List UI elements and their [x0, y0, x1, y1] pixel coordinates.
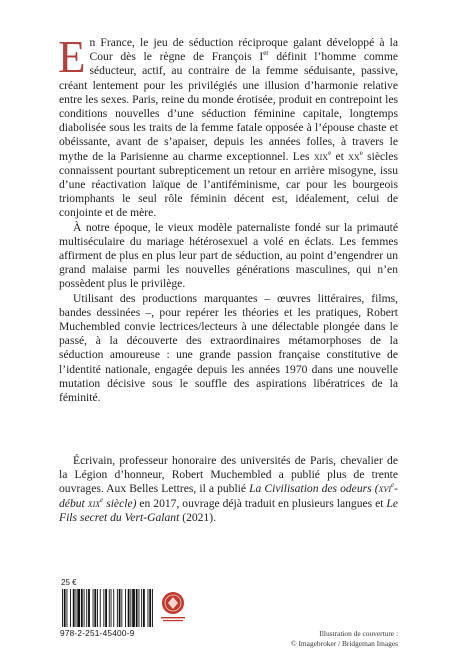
book-title-2: Le Fils secret du Vert-Galant — [59, 496, 399, 524]
credit-line-1: Illustration de couverture : — [319, 629, 398, 638]
author-bio — [59, 454, 398, 525]
price-label: 25 € — [61, 578, 77, 587]
drop-cap: E — [58, 32, 86, 82]
blurb-text — [58, 32, 398, 405]
credit-line-2: © Imagebroker / Bridgeman Images — [291, 638, 398, 648]
blurb-paragraph-1: En France, le jeu de séduction réciproque galant développé à la Cour dès le règne de François Ier définit l’homme comme séducteur, actif, au contraire de la femme séduisante, passive, créant lentement pour les privilégiés une illusion d’harmonie relative entre les sexes. Paris, reine du monde érotisée, produit en contrepoint les conditions nouvelles d’une séduction féminine capitale, longtemps diabolisée sous les traits de la femme fatale opposée à l’épouse chaste et obéissante, avant de s’apaiser, depuis les années folles, à travers le mythe de la Parisienne au charme exceptionnel. Les xix$^e$ et $xx^e$ siècles connaissent pourtant subrepticement un retour en arrière misogyne, issu d’une réactivation laïque de l’antiféminisme, car pour les bourgeois triomphants le seul rôle féminin décent est, idéalement, celui de conjointe et de mère. — [58, 32, 398, 220]
author-bio-paragraph: Écrivain, professeur honoraire des universités de Paris, chevalier de la Légion d’honneur, Robert Muchembled a publié plus de trente ouvrages. Aux Belles Lettres, il a publié La Civilisation des odeurs (xvi$^e$-début xix$^e$ siècle) en 2017, ouvrage déjà traduit en plusieurs langues et Le Fils secret du Vert-Galant (2021). — [59, 454, 399, 524]
cover-credit — [291, 629, 398, 648]
isbn-number: 978-2-251-45400-9 — [60, 628, 135, 638]
blurb-paragraph-3: Utilisant des productions marquantes – œuvres littéraires, films, bandes dessinées –, pour repérer les théories et les pratiques, Robert Muchembled convie lectrices/lecteurs à une délectable plongée dans le passé, à la découverte des extraordinaires métamorphoses de la séduction amoureuse : une grande passion française constitutive de l’identité nationale, engagée depuis les années 1970 dans une nouvelle mutation décisive sous le souffle des aspirations libératrices de la féminité. — [59, 291, 398, 405]
barcode-icon — [60, 589, 156, 627]
publisher-seal-icon — [158, 590, 188, 624]
book-title-1: La Civilisation des odeurs (xvi$^e$-début xix$^e$ siècle) — [59, 481, 398, 510]
blurb-paragraph-2: À notre époque, le vieux modèle paternaliste fondé sur la primauté multiséculaire du mariage hétérosexuel a volé en éclats. Les femmes affirment de plus en plus leur part de séduction, au point d’engendrer un grand malaise parmi les nouvelles générations masculines, qui n’en possèdent plus le privilège. — [59, 220, 398, 291]
